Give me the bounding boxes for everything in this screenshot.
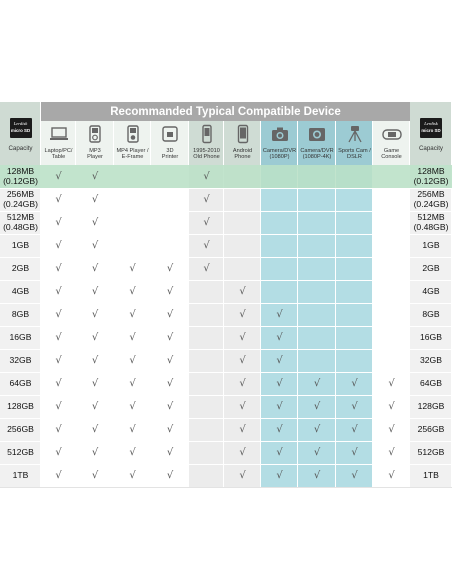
chart-title: Recommanded Typical Compatible Device xyxy=(41,102,410,121)
check-mark: √ xyxy=(55,171,62,182)
check-mark: √ xyxy=(239,355,246,366)
device-column-label: 1995-2010 Old Phone xyxy=(193,147,220,160)
check-mark: √ xyxy=(313,470,321,481)
check-mark: √ xyxy=(388,470,395,481)
check-mark: √ xyxy=(55,470,62,481)
capacity-label: 256MB (0.24GB) xyxy=(3,189,38,209)
check-mark: √ xyxy=(276,332,283,343)
check-mark: √ xyxy=(166,401,174,412)
android-phone-icon xyxy=(233,124,253,144)
device-column-label: Android Phone xyxy=(232,147,253,160)
device-column-label: MP3 Player xyxy=(87,147,103,160)
capacity-label: 512GB xyxy=(7,446,34,457)
device-column-label: Camera/DVR (1080P-4K) xyxy=(300,147,334,160)
check-mark: √ xyxy=(129,355,136,366)
capacity-label: 1GB xyxy=(11,239,30,250)
capacity-label: 256MB (0.24GB) xyxy=(413,189,449,209)
capacity-header-label: Capacity xyxy=(8,144,33,152)
capacity-label: 64GB xyxy=(420,377,442,388)
capacity-label: 1GB xyxy=(422,239,440,250)
table-bottom-edge xyxy=(0,487,452,488)
check-mark: √ xyxy=(166,263,174,274)
device-column-label: 3D Printer xyxy=(161,147,179,160)
check-mark: √ xyxy=(91,309,99,320)
capacity-label: 64GB xyxy=(9,377,32,388)
old-phone-icon xyxy=(197,124,217,144)
capacity-label: 2GB xyxy=(422,262,440,273)
check-mark: √ xyxy=(203,171,210,182)
check-mark: √ xyxy=(91,240,99,251)
check-mark: √ xyxy=(239,470,246,481)
check-mark: √ xyxy=(55,401,62,412)
capacity-label: 512MB (0.48GB) xyxy=(3,212,38,232)
microsd-card-icon xyxy=(10,118,32,138)
check-mark: √ xyxy=(129,447,136,458)
check-mark: √ xyxy=(276,378,283,389)
check-mark: √ xyxy=(203,194,210,205)
capacity-label: 4GB xyxy=(11,285,30,296)
capacity-label: 32GB xyxy=(420,354,442,365)
check-mark: √ xyxy=(276,401,283,412)
check-mark: √ xyxy=(91,470,99,481)
check-mark: √ xyxy=(129,332,136,343)
check-mark: √ xyxy=(129,401,136,412)
check-mark: √ xyxy=(239,309,246,320)
check-mark: √ xyxy=(129,309,136,320)
check-mark: √ xyxy=(55,286,62,297)
capacity-label: 256GB xyxy=(7,423,34,434)
capacity-label: 128GB xyxy=(7,400,34,411)
check-mark: √ xyxy=(91,332,99,343)
check-mark: √ xyxy=(129,263,136,274)
check-mark: √ xyxy=(166,355,174,366)
card-brand: Lerdisk xyxy=(13,121,28,126)
check-mark: √ xyxy=(55,378,62,389)
check-mark: √ xyxy=(276,447,283,458)
card-brand: Lerdisk xyxy=(424,121,438,126)
check-mark: √ xyxy=(239,424,246,435)
device-column-label: Game Console xyxy=(381,147,402,160)
check-mark: √ xyxy=(55,332,62,343)
check-mark: √ xyxy=(276,355,283,366)
capacity-label: 128GB xyxy=(417,400,445,411)
check-mark: √ xyxy=(313,447,321,458)
device-column-label: Camera/DVR (1080P) xyxy=(262,147,297,160)
check-mark: √ xyxy=(91,447,99,458)
check-mark: √ xyxy=(91,286,99,297)
check-mark: √ xyxy=(55,355,62,366)
check-mark: √ xyxy=(55,240,62,251)
tripod-icon xyxy=(345,124,365,144)
check-mark: √ xyxy=(351,401,358,412)
check-mark: √ xyxy=(276,309,283,320)
check-mark: √ xyxy=(91,194,99,205)
capacity-label: 256GB xyxy=(417,423,445,434)
compatibility-chart xyxy=(0,102,452,484)
device-column-label: MP4 Player / E-Frame xyxy=(116,147,149,160)
check-mark: √ xyxy=(166,470,174,481)
check-mark: √ xyxy=(351,447,358,458)
check-mark: √ xyxy=(313,378,321,389)
capacity-label: 8GB xyxy=(422,308,440,319)
check-mark: √ xyxy=(129,470,136,481)
check-mark: √ xyxy=(276,470,283,481)
check-mark: √ xyxy=(239,447,246,458)
check-mark: √ xyxy=(91,355,99,366)
capacity-label: 32GB xyxy=(9,354,32,365)
check-mark: √ xyxy=(55,217,62,228)
capacity-label: 16GB xyxy=(420,331,442,342)
mp3-player-icon xyxy=(85,124,105,144)
capacity-label: 512MB (0.48GB) xyxy=(413,212,449,232)
check-mark: √ xyxy=(203,263,210,274)
check-mark: √ xyxy=(351,470,358,481)
check-mark: √ xyxy=(276,424,283,435)
check-mark: √ xyxy=(55,309,62,320)
check-mark: √ xyxy=(388,378,395,389)
check-mark: √ xyxy=(166,332,174,343)
capacity-label: 8GB xyxy=(11,308,30,319)
check-mark: √ xyxy=(388,447,395,458)
laptop-icon xyxy=(49,124,69,144)
check-mark: √ xyxy=(55,424,62,435)
check-mark: √ xyxy=(203,217,210,228)
check-mark: √ xyxy=(239,378,246,389)
check-mark: √ xyxy=(313,401,321,412)
device-column-label: Laptop/PC/ Table xyxy=(44,147,73,160)
check-mark: √ xyxy=(351,424,358,435)
capacity-header-label: Capacity xyxy=(418,144,444,152)
check-mark: √ xyxy=(239,286,246,297)
check-mark: √ xyxy=(166,378,174,389)
check-mark: √ xyxy=(91,171,99,182)
check-mark: √ xyxy=(203,240,210,251)
capacity-label: 1TB xyxy=(423,469,439,480)
check-mark: √ xyxy=(166,447,174,458)
check-mark: √ xyxy=(55,194,62,205)
check-mark: √ xyxy=(351,378,358,389)
card-logo: micro SD xyxy=(421,128,441,133)
capacity-label: 128MB (0.12GB) xyxy=(413,166,449,186)
camera-icon xyxy=(270,124,290,144)
check-mark: √ xyxy=(313,424,321,435)
device-column-label: Sports Cam / DSLR xyxy=(338,147,371,160)
check-mark: √ xyxy=(91,217,99,228)
check-mark: √ xyxy=(91,424,99,435)
3d-printer-icon xyxy=(160,124,180,144)
check-mark: √ xyxy=(91,401,99,412)
microsd-card-icon xyxy=(420,118,442,138)
check-mark: √ xyxy=(129,378,136,389)
check-mark: √ xyxy=(166,309,174,320)
mp4-player-icon xyxy=(123,124,143,144)
game-console-icon xyxy=(382,124,402,144)
check-mark: √ xyxy=(55,447,62,458)
check-mark: √ xyxy=(166,286,174,297)
check-mark: √ xyxy=(388,424,395,435)
check-mark: √ xyxy=(129,286,136,297)
capacity-label: 512GB xyxy=(417,446,445,457)
card-logo: micro SD xyxy=(10,128,31,133)
check-mark: √ xyxy=(239,401,246,412)
check-mark: √ xyxy=(239,332,246,343)
check-mark: √ xyxy=(55,263,62,274)
capacity-label: 128MB (0.12GB) xyxy=(3,166,38,186)
camera-4k-icon xyxy=(307,124,327,144)
check-mark: √ xyxy=(129,424,136,435)
capacity-label: 2GB xyxy=(11,262,30,273)
check-mark: √ xyxy=(91,263,99,274)
capacity-label: 4GB xyxy=(422,285,440,296)
check-mark: √ xyxy=(388,401,395,412)
check-mark: √ xyxy=(166,424,174,435)
capacity-label: 1TB xyxy=(12,469,29,480)
check-mark: √ xyxy=(91,378,99,389)
capacity-label: 16GB xyxy=(9,331,32,342)
